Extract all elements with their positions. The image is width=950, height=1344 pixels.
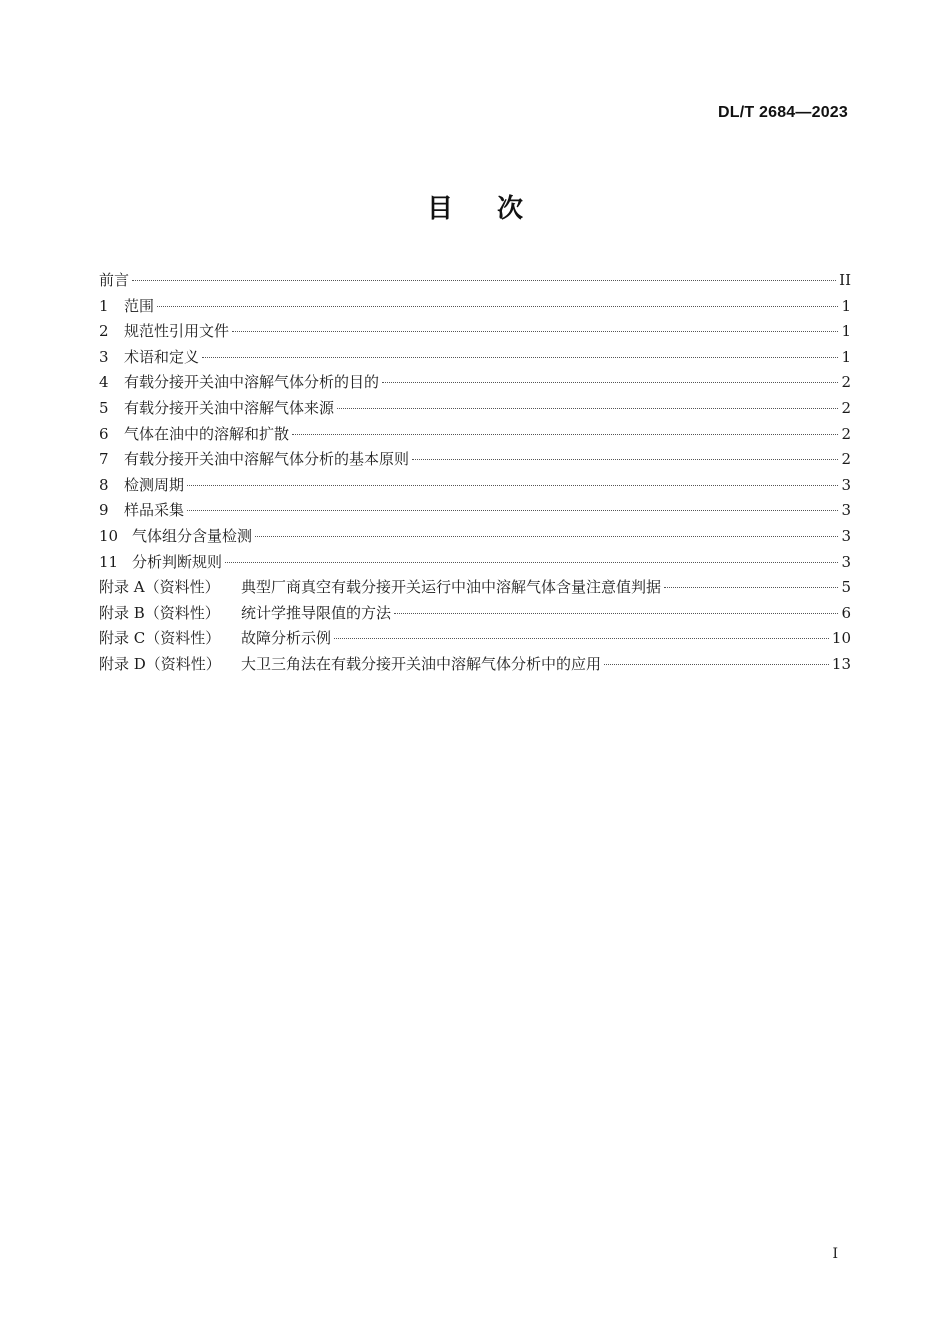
dot-leader <box>394 613 838 614</box>
toc-entry-number: 附录 C（资料性） <box>99 629 221 648</box>
toc-entry-number: 7 <box>99 450 109 469</box>
dot-leader <box>412 459 838 460</box>
dot-leader <box>187 510 838 511</box>
toc-entry-number: 6 <box>99 424 109 443</box>
dot-leader <box>255 536 838 537</box>
toc-entry-number: 3 <box>99 347 109 366</box>
toc-entry-number: 8 <box>99 475 109 494</box>
toc-entry-label: 规范性引用文件 <box>124 322 230 341</box>
table-of-contents <box>99 268 851 678</box>
toc-entry-label: 气体组分含量检测 <box>132 526 253 545</box>
toc-entry-page: 5 <box>841 578 851 597</box>
toc-entry-label: 检测周期 <box>124 475 185 494</box>
toc-entry-appendix-b[interactable] <box>99 601 851 627</box>
toc-entry-label: 典型厂商真空有载分接开关运行中油中溶解气体含量注意值判据 <box>241 578 662 597</box>
dot-leader <box>225 562 838 563</box>
dot-leader <box>232 331 838 332</box>
toc-entry-page: 6 <box>841 603 851 622</box>
toc-entry-appendix-a[interactable] <box>99 575 851 601</box>
dot-leader <box>334 638 829 639</box>
page-title: 目次 <box>426 194 567 224</box>
toc-entry-foreword[interactable] <box>99 268 851 294</box>
dot-leader <box>337 408 838 409</box>
toc-entry-label: 气体在油中的溶解和扩散 <box>124 424 290 443</box>
page-number: I <box>832 1246 838 1262</box>
toc-entry-number: 5 <box>99 398 109 417</box>
dot-leader <box>187 485 838 486</box>
dot-leader <box>202 357 838 358</box>
toc-entry-9[interactable] <box>99 498 851 524</box>
toc-entry-label: 故障分析示例 <box>241 629 332 648</box>
toc-entry-number: 2 <box>99 322 109 341</box>
toc-entry-label: 大卫三角法在有载分接开关油中溶解气体分析中的应用 <box>241 654 602 673</box>
toc-entry-10[interactable] <box>99 524 851 550</box>
dot-leader <box>382 382 838 383</box>
toc-entry-label: 范围 <box>124 296 155 315</box>
toc-entry-8[interactable] <box>99 473 851 499</box>
toc-entry-5[interactable] <box>99 396 851 422</box>
toc-entry-1[interactable] <box>99 294 851 320</box>
toc-entry-label: 前言 <box>99 271 130 289</box>
toc-entry-number: 附录 A（资料性） <box>99 578 220 597</box>
toc-entry-label: 分析判断规则 <box>132 552 223 571</box>
toc-entry-label: 统计学推导限值的方法 <box>241 603 392 622</box>
dot-leader <box>157 306 838 307</box>
toc-entry-page: 2 <box>841 398 851 417</box>
toc-entry-11[interactable] <box>99 550 851 576</box>
toc-entry-page: 1 <box>841 322 851 341</box>
toc-entry-page: 3 <box>841 501 851 520</box>
toc-entry-number: 附录 B（资料性） <box>99 603 220 622</box>
toc-entry-page: 3 <box>841 552 851 571</box>
toc-entry-number: 1 <box>99 296 109 315</box>
toc-entry-appendix-d[interactable] <box>99 652 851 678</box>
toc-entry-3[interactable] <box>99 345 851 371</box>
dot-leader <box>604 664 829 665</box>
toc-entry-page: 3 <box>841 475 851 494</box>
toc-entry-number: 11 <box>99 552 119 571</box>
toc-entry-label: 有载分接开关油中溶解气体分析的基本原则 <box>124 450 410 469</box>
dot-leader <box>292 434 838 435</box>
toc-entry-page: 13 <box>831 654 851 673</box>
toc-entry-page: 2 <box>841 424 851 443</box>
toc-entry-page: 2 <box>841 450 851 469</box>
document-code: DL/T 2684—2023 <box>718 104 848 121</box>
toc-entry-label: 有载分接开关油中溶解气体来源 <box>124 398 335 417</box>
toc-entry-6[interactable] <box>99 422 851 448</box>
toc-entry-label: 术语和定义 <box>124 347 200 366</box>
toc-entry-page: 1 <box>841 296 851 315</box>
toc-entry-appendix-c[interactable] <box>99 626 851 652</box>
toc-entry-page: 2 <box>841 373 851 392</box>
toc-entry-page: 1 <box>841 347 851 366</box>
dot-leader <box>132 280 836 281</box>
toc-entry-number: 4 <box>99 373 109 392</box>
toc-entry-number: 10 <box>99 526 119 545</box>
toc-entry-page: II <box>839 271 851 289</box>
toc-entry-label: 有载分接开关油中溶解气体分析的目的 <box>124 373 380 392</box>
toc-entry-label: 样品采集 <box>124 501 185 520</box>
dot-leader <box>664 587 838 588</box>
toc-entry-2[interactable] <box>99 319 851 345</box>
toc-entry-7[interactable] <box>99 447 851 473</box>
toc-entry-number: 附录 D（资料性） <box>99 654 221 673</box>
toc-entry-number: 9 <box>99 501 109 520</box>
toc-entry-page: 10 <box>831 629 851 648</box>
toc-entry-page: 3 <box>841 526 851 545</box>
toc-entry-4[interactable] <box>99 370 851 396</box>
